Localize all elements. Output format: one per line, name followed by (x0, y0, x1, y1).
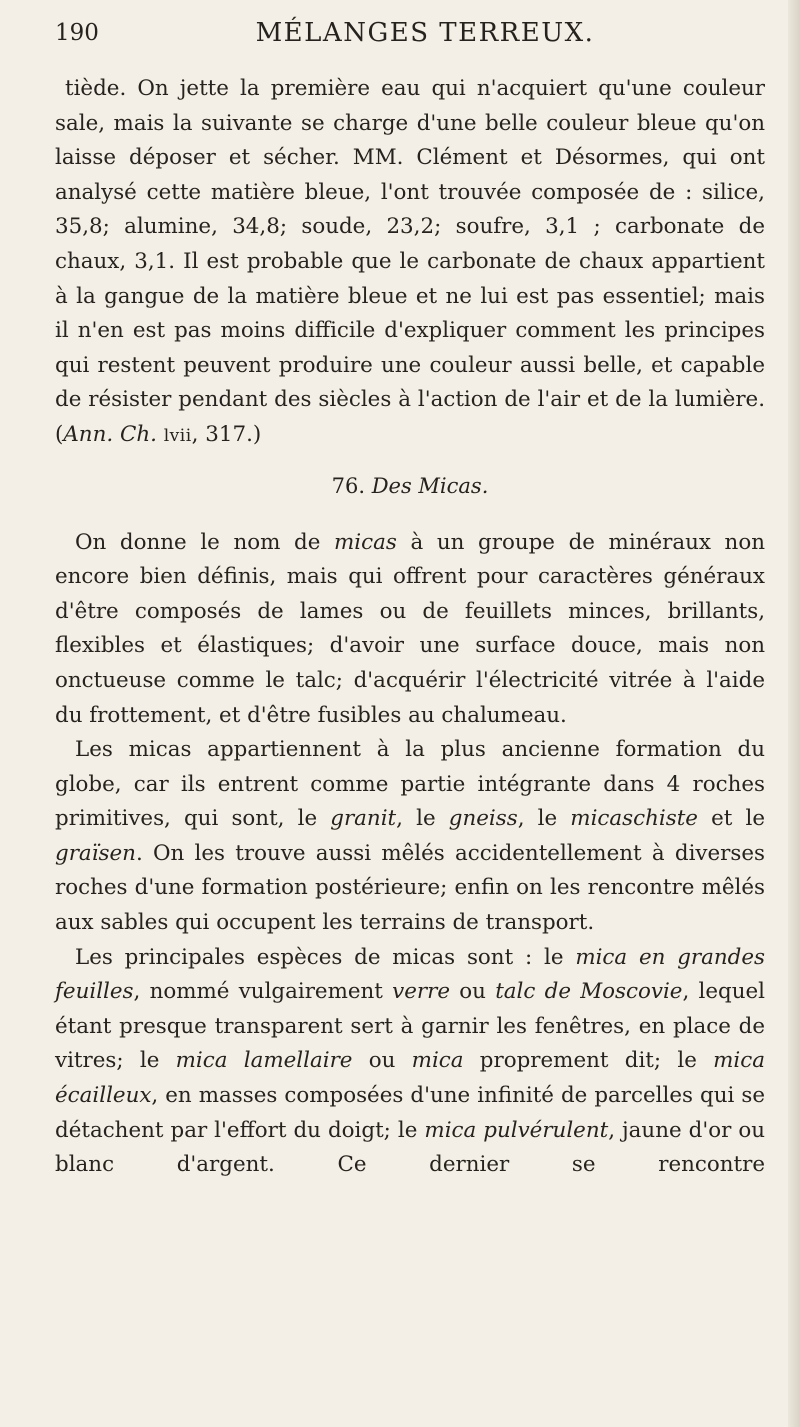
page-number: 190 (55, 20, 99, 46)
section-heading (55, 474, 765, 498)
paragraph-blue-matter: tiède. On jette la première eau qui n'acquiert qu'une couleur sale, mais la suivante se charge d'une belle couleur bleue qu'on laisse déposer et sécher. MM. Clément et Désormes, qui ont analysé cette matière bleue, l'ont trouvée composée de : silice, 35,8; alumine, 34,8; soude, 23,2; soufre, 3,1 ; carbonate de chaux, 3,1. Il est probable que le carbonate de chaux appartient à la gangue de la matière bleue et ne lui est pas essentiel; mais il n'en est pas moins difficile d'expliquer comment les principes qui restent peuvent produire une couleur aussi belle, et capable de résister pendant des siècles à l'action de l'air et de la lumière. (Ann. Ch. lvii, 317.) (55, 76, 765, 447)
citation-volume: lvii (163, 425, 192, 446)
book-page (55, 18, 765, 1183)
paragraph-micas-species: Les principales espèces de micas sont : le mica en grandes feuilles, nommé vulgairement verre ou talc de Moscovie, lequel étant presque transparent sert à garnir les fenêtres, en place de vitres; le mica lamellaire ou mica proprement dit; le mica écailleux, en masses composées d'une infinité de parcelles qui se détachent par l'effort du doigt; le mica pulvérulent, jaune d'or ou blanc d'argent. Ce dernier se rencontre (55, 944, 765, 1178)
running-title: MÉLANGES TERREUX. (255, 18, 595, 48)
page-header (55, 18, 765, 72)
paragraph-micas-definition: On donne le nom de micas à un groupe de minéraux non encore bien définis, mais qui offrent pour caractères généraux d'être composés de lames ou de feuillets minces, brillants, flexibles et élastiques; d'avoir une surface douce, mais non onctueuse comme le talc; d'acquérir l'électricité vitrée à l'aide du frottement, et d'être fusibles au chalumeau. (55, 529, 765, 728)
citation-journal: Ann. Ch. (63, 421, 157, 447)
paragraph-micas-formation: Les micas appartiennent à la plus ancienne formation du globe, car ils entrent comme partie intégrante dans 4 roches primitives, qui sont, le granit, le gneiss, le micaschiste et le graïsen. On les trouve aussi mêlés accidentellement à diverses roches d'une formation postérieure; enfin on les rencontre mêlés aux sables qui occupent les terrains de transport. (55, 737, 765, 936)
page-edge (788, 0, 800, 1427)
section-title: Des Micas. (371, 473, 489, 498)
section-number: 76. (331, 473, 366, 498)
